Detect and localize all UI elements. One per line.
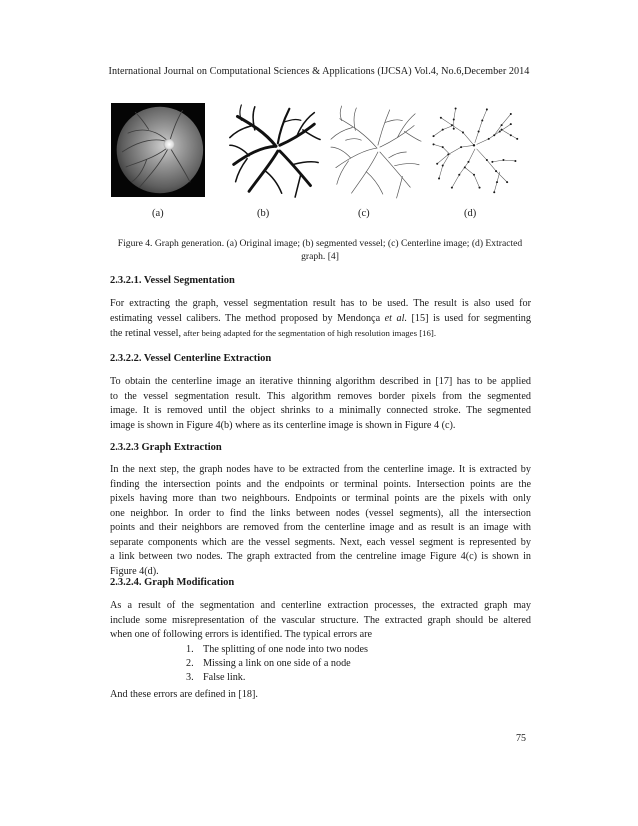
paragraph-graph-extraction: In the next step, the graph nodes have to be extracted from the centerline image. It is extracted by finding the intersection points and the endpoints or terminal points. Intersection points are the pixels having more than two neighbours. Endpoints or terminal points are the pixels with only one neighbor. In order to find the links between nodes (vessel segments), all the intersection points and their neighbors are removed from the centerline image and as result is an image with separate components which are the vessel segments. Next, each vessel segment is represented by a link between two nodes. The graph extracted from the centreline image Figure 4(c) is shown in Figure 4(d). (110, 464, 531, 577)
section-heading-vessel-segmentation: 2.3.2.1. Vessel Segmentation (110, 275, 235, 286)
figure-label-c: (c) (358, 208, 370, 219)
figure-label-a: (a) (152, 208, 164, 219)
paragraph-graph-modification: As a result of the segmentation and centerline extraction processes, the extracted graph may include some misrepresentation of the vascular structure. The extracted graph should be altered when one of following errors is identified. The typical errors are (110, 600, 531, 640)
page-number: 75 (516, 733, 526, 744)
figure-caption: Figure 4. Graph generation. (a) Original image; (b) segmented vessel; (c) Centerline image; (d) Extracted graph. [4] (117, 238, 523, 262)
running-header: International Journal on Computational Sciences & Applications (IJCSA) Vol.4, No.6,December 2014 (108, 66, 530, 77)
figure-label-b: (b) (257, 208, 270, 219)
paragraph-errors-defined: And these errors are defined in [18]. (110, 689, 258, 700)
figure-4d-extracted-graph (428, 103, 520, 195)
section-heading-graph-extraction: 2.3.2.3 Graph Extraction (110, 442, 222, 453)
figure-4c-centerline-image (326, 103, 424, 201)
paragraph-centerline-extraction: To obtain the centerline image an iterative thinning algorithm described in [17] has to be applied to the vessel segmentation result. This algorithm removes border pixels from the segmented image. It is removed until the object shrinks to a minimally connected stroke. The segmented image is shown in Figure 4(b) where as its centerline image is shown in Figure 4 (c). (110, 376, 531, 431)
figure-4a-original-image (111, 103, 205, 197)
list-item: 3. False link. (186, 672, 246, 684)
figure-4b-segmented-vessel (226, 103, 322, 199)
section-heading-graph-modification: 2.3.2.4. Graph Modification (110, 577, 235, 588)
list-item: 1. The splitting of one node into two nodes (186, 644, 368, 655)
figure-label-d: (d) (464, 208, 477, 219)
paragraph-vessel-segmentation: For extracting the graph, vessel segmentation result has to be used. The result is also used for estimating vessel calibers. The method proposed by Mendonça et al. [15] is used for segmenting the retinal vessel, after being adapted for the segmentation of high resolution images [16]. (110, 298, 531, 339)
list-item: 2. Missing a link on one side of a node (186, 658, 351, 670)
error-list (186, 643, 368, 686)
section-heading-centerline-extraction: 2.3.2.2. Vessel Centerline Extraction (110, 353, 272, 364)
